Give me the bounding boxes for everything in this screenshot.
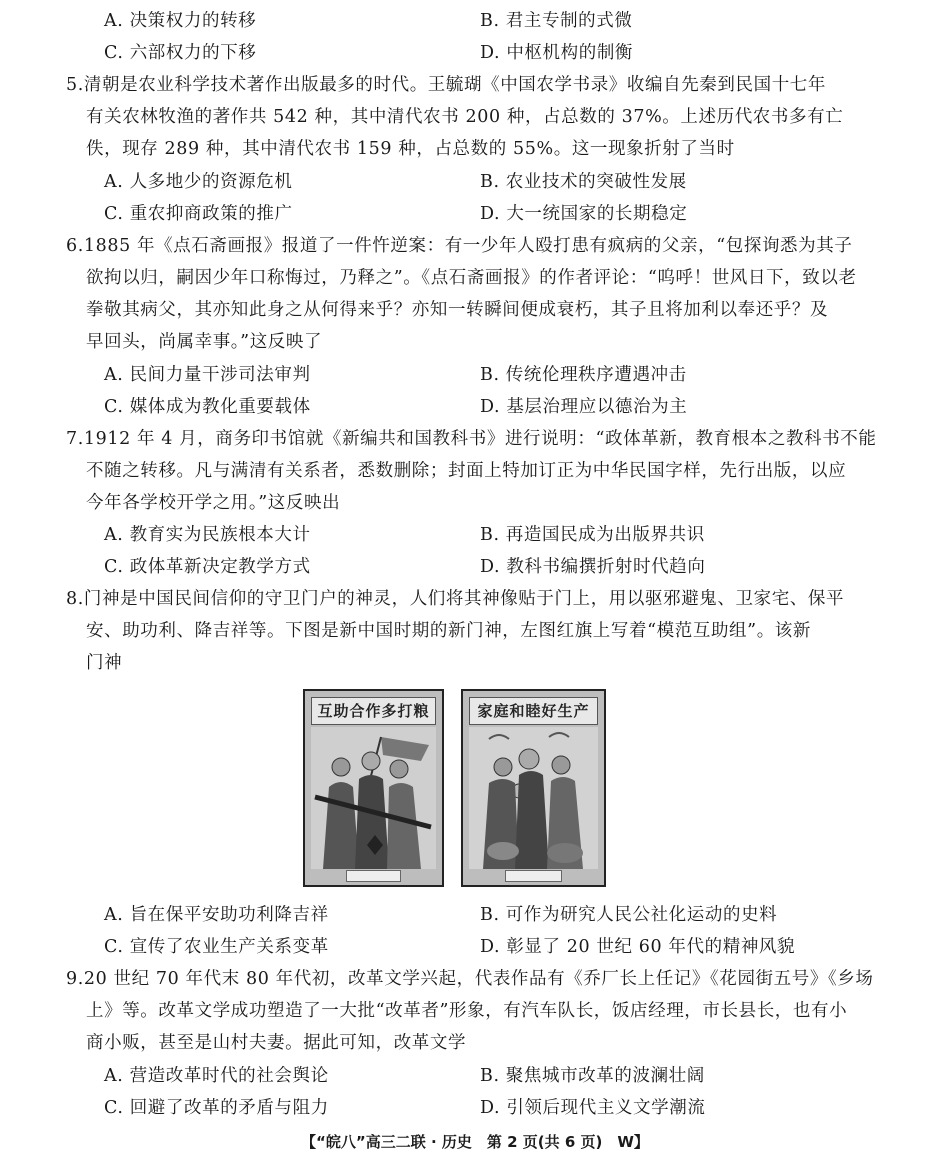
q9-option-a: A. 营造改革时代的社会舆论 — [104, 1066, 329, 1086]
q6-option-c: C. 媒体成为教化重要载体 — [104, 397, 311, 417]
door-god-poster-right — [461, 689, 606, 887]
q7-option-c: C. 政体革新决定教学方式 — [104, 557, 311, 577]
q9-option-b: B. 聚焦城市改革的波澜壮阔 — [480, 1066, 705, 1086]
q6-stem-line: 拳敬其病父，其亦知此身之从何得来乎？亦知一转瞬间便成衰朽，其子且将加利以奉还乎？及 — [86, 300, 829, 320]
q8-option-d: D. 彰显了 20 世纪 60 年代的精神风貌 — [480, 937, 796, 957]
poster-left-title: 互助合作多打粮 — [311, 697, 436, 725]
q7-stem-line: 今年各学校开学之用。”这反映出 — [86, 493, 341, 513]
poster-right-caption — [505, 870, 561, 882]
q5-option-c: C. 重农抑商政策的推广 — [104, 204, 293, 224]
q7-option-b: B. 再造国民成为出版界共识 — [480, 525, 705, 545]
q4-option-a: A. 决策权力的转移 — [104, 11, 257, 31]
q9-stem-line: 商小贩，甚至是山村夫妻。据此可知，改革文学 — [86, 1033, 467, 1053]
q9-stem-line: 9.20 世纪 70 年代末 80 年代初，改革文学兴起，代表作品有《乔厂长上任记》《花园街五号》《乡场 — [66, 969, 874, 989]
q5-stem-line: 有关农林牧渔的著作共 542 种，其中清代农书 200 种，占总数的 37%。上述历代农书多有亡 — [86, 107, 844, 127]
q5-option-d: D. 大一统国家的长期稳定 — [480, 204, 688, 224]
q5-option-a: A. 人多地少的资源危机 — [104, 172, 293, 192]
q8-stem-line: 安、助功利、降吉祥等。下图是新中国时期的新门神，左图红旗上写着“模范互助组”。该新 — [86, 621, 811, 641]
poster-right-illustration — [469, 727, 598, 869]
q8-option-c: C. 宣传了农业生产关系变革 — [104, 937, 329, 957]
page-footer: 【“皖八”高三二联 · 历史 第 2 页(共 6 页) W】 — [301, 1133, 649, 1151]
q8-option-a: A. 旨在保平安助功利降吉祥 — [104, 905, 329, 925]
q6-option-a: A. 民间力量干涉司法审判 — [104, 365, 311, 385]
q9-option-d: D. 引领后现代主义文学潮流 — [480, 1098, 706, 1118]
q5-stem-line: 佚，现存 289 种，其中清代农书 159 种，占总数的 55%。这一现象折射了当时 — [86, 139, 735, 159]
poster-left-caption — [346, 870, 401, 882]
q5-stem-line: 5.清朝是农业科学技术著作出版最多的时代。王毓瑚《中国农学书录》收编自先秦到民国十七年 — [66, 75, 826, 95]
q9-stem-line: 上》等。改革文学成功塑造了一大批“改革者”形象，有汽车队长，饭店经理，市长县长，也有小 — [86, 1001, 848, 1021]
q8-stem-line: 门神 — [86, 653, 123, 673]
poster-left-illustration — [311, 727, 436, 869]
q7-option-a: A. 教育实为民族根本大计 — [104, 525, 311, 545]
q4-option-d: D. 中枢机构的制衡 — [480, 43, 634, 63]
q6-option-d: D. 基层治理应以德治为主 — [480, 397, 688, 417]
q6-option-b: B. 传统伦理秩序遭遇冲击 — [480, 365, 687, 385]
q6-stem-line: 早回头，尚属幸事。”这反映了 — [86, 332, 323, 352]
q8-option-b: B. 可作为研究人民公社化运动的史料 — [480, 905, 778, 925]
q7-option-d: D. 教科书编撰折射时代趋向 — [480, 557, 706, 577]
q9-option-c: C. 回避了改革的矛盾与阻力 — [104, 1098, 329, 1118]
poster-right-title: 家庭和睦好生产 — [469, 697, 598, 725]
q6-stem-line: 6.1885 年《点石斋画报》报道了一件忤逆案：有一少年人殴打患有疯病的父亲，“包探询悉为其子 — [66, 236, 853, 256]
q8-stem-line: 8.门神是中国民间信仰的守卫门户的神灵，人们将其神像贴于门上，用以驱邪避鬼、卫家宅、保平 — [66, 589, 845, 609]
q6-stem-line: 欲拘以归，嗣因少年口称悔过，乃释之”。《点石斋画报》的作者评论：“呜呼！世风日下，致以老 — [86, 268, 857, 288]
q5-option-b: B. 农业技术的突破性发展 — [480, 172, 687, 192]
door-god-poster-left — [303, 689, 444, 887]
q4-option-b: B. 君主专制的式微 — [480, 11, 633, 31]
q7-stem-line: 不随之转移。凡与满清有关系者，悉数删除；封面上特加订正为中华民国字样，先行出版，以应 — [86, 461, 847, 481]
q4-option-c: C. 六部权力的下移 — [104, 43, 257, 63]
q7-stem-line: 7.1912 年 4 月，商务印书馆就《新编共和国教科书》进行说明：“政体革新，教育根本之教科书不能 — [66, 429, 877, 449]
